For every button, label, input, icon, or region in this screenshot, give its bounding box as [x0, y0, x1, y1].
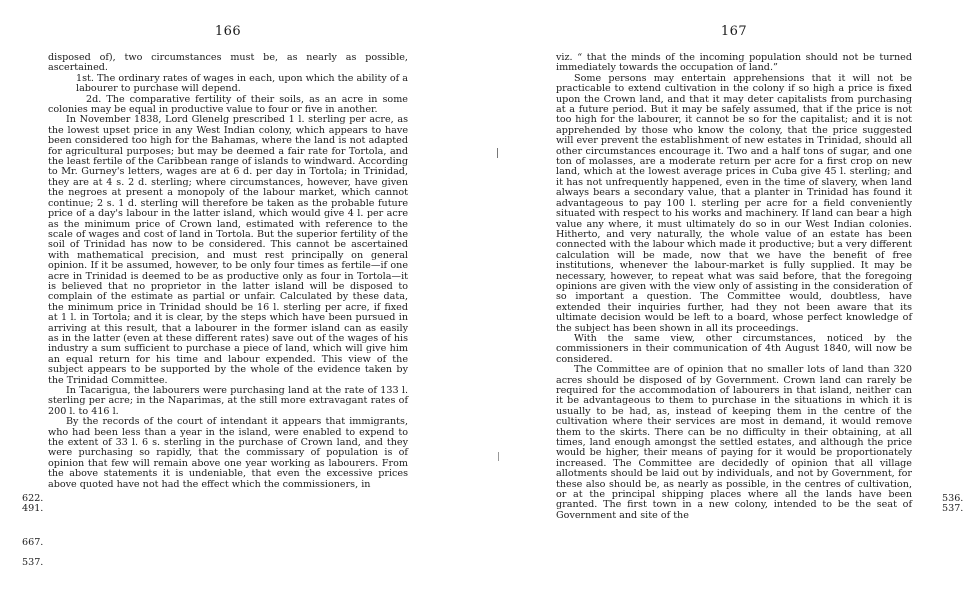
paragraph: In Tacarigua, the labourers were purchasing land at the rate of 133 l. sterling per acre; in the Naparimas, at the still more extravagant rates of 200 l. to 416 l. [48, 385, 408, 417]
margin-reference-number: 622. [22, 493, 44, 504]
page-number: 166 [214, 24, 242, 39]
page-number: 167 [720, 24, 748, 39]
paragraph: The Committee are of opinion that no smaller lots of land than 320 acres should be disposed of by Government. Crown land can rarely be required for the accommodation of labourers in that island, neither can it be advantageous to them to purchase in the situations in which it is usually to be had, as, instead of keeping them in the centre of the cultivation where their services are most in demand, it would remove them to the skirts. There can be no difficulty in their obtaining, at all times, land enough amongst the settled estates, and although the price would be higher, their means of paying for it would be proportionately increased. The Committee are decidedly of opinion that all village allotments should be laid out by individuals, and not by Government, for these also should be, as nearly as possible, in the centres of cultivation, or at the principal shipping places where all the lands have been granted. The first town in a new colony, intended to be the seat of Government and site of the [556, 364, 912, 521]
left-text-column [48, 53, 408, 490]
margin-reference-number: 667. [22, 537, 44, 548]
right-page [556, 0, 912, 521]
paragraph: By the records of the court of intendant it appears that immigrants, who had been less than a year in the island, were enabled to expend to the extent of 33 l. 6 s. sterling in the purchase of Crown land, and they were purchasing so rapidly, that the commissary of population is of opinion that few will remain above one year working as labourers. From the above statements it is undeniable, that even the excessive prices above quoted have not had the effect which the commissioners, in [48, 416, 408, 490]
margin-reference-number: 536. [942, 493, 964, 504]
paragraph: disposed of), two circumstances must be, as nearly as possible, ascertained. [48, 52, 408, 74]
left-page [48, 0, 408, 490]
right-text-column [556, 53, 912, 521]
paragraph: With the same view, other circumstances, noticed by the commissioners in their communication of 4th August 1840, will now be considered. [556, 332, 912, 365]
paragraph: In November 1838, Lord Glenelg prescribed 1 l. sterling per acre, as the lowest upset price in any West Indian colony, which appears to have been considered too high for the Bahamas, where the land is not adapted for agricultural purposes; but may be deemed a fair rate for Tortola, and the least fertile of the Caribbean range of islands to windward. According to Mr. Gurney's letters, wages are at 6 d. per day in Tortola; in Trinidad, they are at 4 s. 2 d. sterling; where circumstances, however, have given the negroes at present a monopoly of the labour market, which cannot continue; 2 s. 1 d. sterling will therefore be taken as the probable future price of a day's labour in the latter island, which would give 4 l. per acre as the minimum price of Crown land, estimated with reference to the scale of wages and cost of land in Tortola. But the superior fertility of the soil of Trinidad has now to be considered. This cannot be ascertained with mathematical precision, and must rest principally on general opinion. If it be assumed, however, to be only four times as fertile—if one acre in Trinidad is deemed to be as productive only as four in Tortola—it is believed that no proprietor in the latter island will be disposed to complain of the estimate as partial or unfair. Calculated by these data, the minimum price in Trinidad should be 16 l. sterling per acre, if fixed at 1 l. in Tortola; and it is clear, by the steps which have been pursued in arriving at this result, that a labourer in the former island can as easily as in the latter (even at these different rates) save out of the wages of his industry a sum sufficient to purchase a piece of land, which will give him an equal return for his time and labour expended. This view of the subject appears to be supported by the whole of the evidence taken by the Trinidad Committee. [48, 114, 408, 386]
gutter-mark [497, 148, 498, 158]
paragraph: Some persons may entertain apprehensions that it will not be practicable to extend cultivation in the colony if so high a price is fixed upon the Crown land, and that it may deter capitalists from purchasing at a future period. But it may be safely assumed, that if the price is not too high for the labourer, it cannot be so for the capitalist; and it is not apprehended by those who know the colony, that the price suggested will ever prevent the establishment of new estates in Trinidad, should all other circumstances encourage it. Two and a half tons of sugar, and one ton of molasses, are a moderate return per acre for a first crop on new land, which at the lowest average prices in Cuba give 45 l. sterling; and it has not unfrequently happened, even in the time of slavery, when land always bears a secondary value, that a planter in Trinidad has found it advantageous to pay 100 l. sterling per acre for a field conveniently situated with respect to his works and machinery. If land can bear a high value any where, it must ultimately do so in our West Indian colonies. Hitherto, and very naturally, the whole value of an estate has been connected with the labour which made it productive; but a very different calculation will be made, now that we have the benefit of free institutions, whenever the labour-market is fully supplied. It may be necessary, however, to repeat what was said before, that the foregoing opinions are given with the view only of assisting in the consideration of so important a question. The Committee would, doubtless, have extended their inquiries further, had they not been aware that its ultimate decision would be left to a board, whose perfect knowledge of the subject has been shown in all its proceedings. [556, 72, 912, 334]
margin-reference-number: 491. [22, 503, 44, 514]
margin-reference-number: 537. [22, 557, 44, 568]
gutter-mark [498, 452, 499, 461]
paragraph: 1st. The ordinary rates of wages in each, upon which the ability of a labourer to purchase will depend. [76, 72, 408, 95]
margin-reference-number: 537. [942, 503, 964, 514]
paragraph: 2d. The comparative fertility of their soils, as an acre in some colonies may be equal in productive value to four or five in another. [48, 93, 408, 116]
paragraph: viz. “ that the minds of the incoming population should not be turned immediately towards the occupation of land.” [556, 52, 912, 74]
